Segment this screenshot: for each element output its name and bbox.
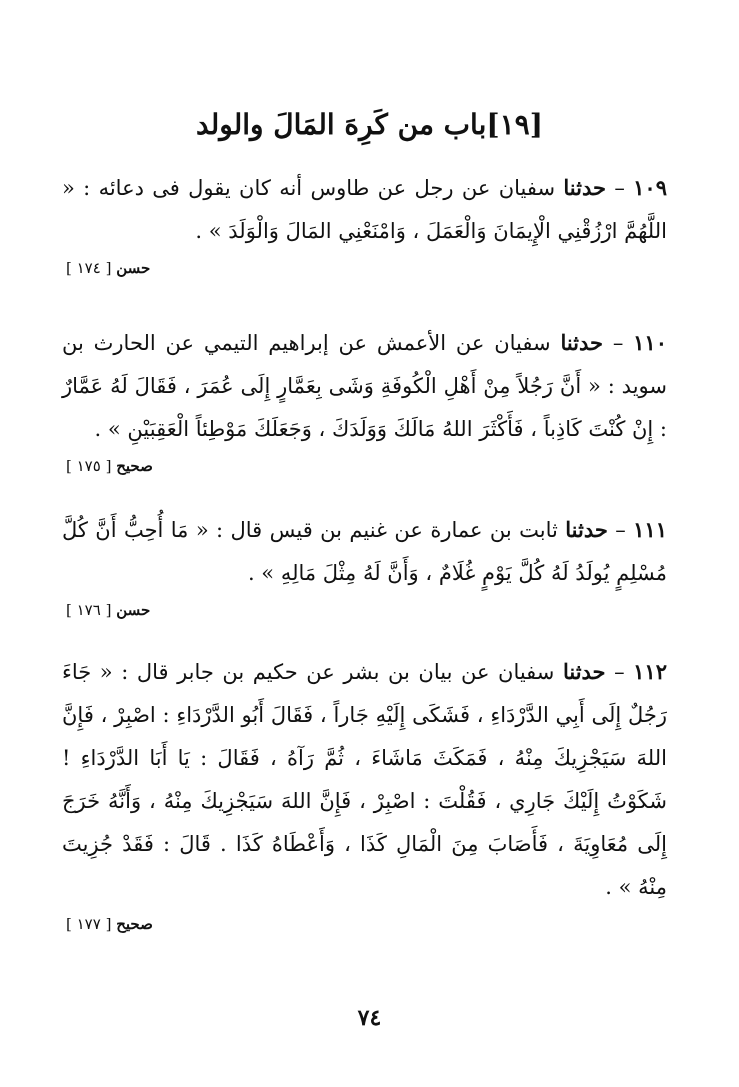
hadith-number: ١٠٩: [633, 175, 667, 200]
hadith-number: ١١٠: [633, 330, 667, 355]
hadith-dash: –: [605, 660, 634, 684]
narration-intro: حدثنا: [562, 659, 606, 684]
hadith-body: ثابت بن عمارة عن غنيم بن قيس قال : « مَا أُحِبُّ أَنَّ كُلَّ مُسْلِمٍ يُولَدُ لَهُ كُلَّ يَوْمٍ غُلَامٌ ، وَأَنَّ لَهُ مِثْلَ مَالِهِ » .: [62, 518, 667, 585]
grade-label: صحيح: [116, 915, 153, 933]
hadith-number: ١١١: [633, 517, 667, 542]
hadith-body: سفيان عن بيان بن بشر عن حكيم بن جابر قال : « جَاءَ رَجُلٌ إِلَى أَبِي الدَّرْدَاءِ ، فَشَكَى إِلَيْهِ جَاراً ، فَقَالَ أَبُو الدَّرْدَاءِ : اصْبِرْ ، فَإِنَّ اللهَ سَيَجْزِيكَ مِنْهُ ، فَمَكَثَ مَاشَاءَ ، ثُمَّ رَآهُ ، فَقَالَ : يَا أَبَا الدَّرْدَاءِ ! شَكَوْتُ إِلَيْكَ جَارِي ، فَقُلْتَ : اصْبِرْ ، فَإِنَّ اللهَ سَيَجْزِيكَ مِنْهُ ، وَأَنَّهُ خَرَجَ إِلَى مُعَاوِيَةَ ، فَأَصَابَ مِنَ الْمَالِ كَذَا ، وَأَعْطَاهُ كَذَا . قَالَ : فَقَدْ جُزِيتَ مِنْهُ » .: [62, 660, 667, 899]
hadith-entry-109: [62, 166, 667, 281]
hadith-grading: [62, 911, 667, 937]
hadith-entry-112: [62, 650, 667, 937]
page-number: ٧٤: [357, 1005, 382, 1031]
hadith-body: سفيان عن رجل عن طاوس أنه كان يقول فى دعائه : « اللَّهُمَّ ارْزُقْنِي الْإِيمَانَ وَالْعَمَلَ ، وَامْنَعْنِي المَالَ وَالْوَلَدَ » .: [62, 176, 667, 243]
hadith-dash: –: [603, 331, 634, 355]
grade-label: حسن: [116, 259, 151, 277]
hadith-text: [62, 650, 667, 909]
hadith-text: [62, 166, 667, 253]
reference-number: [ ١٧٥ ]: [66, 457, 112, 475]
hadith-grading: [62, 255, 667, 281]
chapter-title: [١٩]باب من كَرِهَ المَالَ والولد: [196, 108, 543, 141]
hadith-number: ١١٢: [633, 659, 667, 684]
narration-intro: حدثنا: [560, 330, 604, 355]
grade-label: صحيح: [116, 457, 153, 475]
reference-number: [ ١٧٧ ]: [66, 915, 112, 933]
hadith-grading: [62, 453, 667, 479]
hadith-entry-110: [62, 321, 667, 479]
hadith-text: [62, 321, 667, 451]
hadith-dash: –: [607, 518, 634, 542]
reference-number: [ ١٧٤ ]: [66, 259, 112, 277]
reference-number: [ ١٧٦ ]: [66, 601, 112, 619]
grade-label: حسن: [116, 601, 151, 619]
hadith-dash: –: [606, 176, 634, 200]
hadith-body: سفيان عن الأعمش عن إبراهيم التيمي عن الحارث بن سويد : « أَنَّ رَجُلاً مِنْ أَهْلِ الْكُوفَةِ وَشَى بِعَمَّارٍ إِلَى عُمَرَ ، فَقَالَ لَهُ عَمَّارٌ : إِنْ كُنْتَ كَاذِباً ، فَأَكْثَرَ اللهُ مَالَكَ وَوَلَدَكَ ، وَجَعَلَكَ مَوْطِئاً الْعَقِبَيْنِ » .: [62, 331, 667, 441]
narration-intro: حدثنا: [563, 175, 606, 200]
narration-intro: حدثنا: [565, 517, 608, 542]
hadith-text: [62, 508, 667, 595]
hadith-grading: [62, 597, 667, 623]
hadith-entry-111: [62, 508, 667, 623]
